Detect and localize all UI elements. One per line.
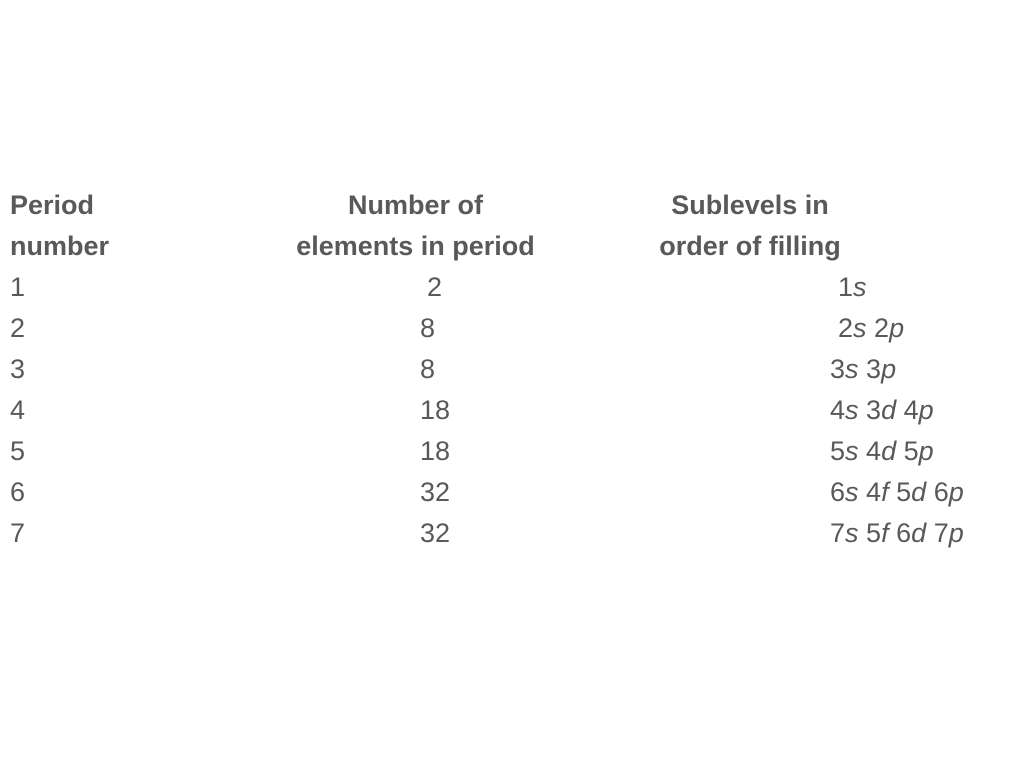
- sublevels-cell: 3s 3p: [830, 354, 897, 384]
- sublevel-letter: s: [845, 436, 859, 466]
- sublevel-letter: p: [948, 518, 964, 548]
- header-period-line1: Period: [10, 190, 95, 220]
- header-count-line2: elements in period: [296, 231, 535, 261]
- header-sublevels-line2: order of filling: [659, 231, 841, 261]
- period-number-cell: 3: [10, 354, 26, 384]
- element-count-cell: 32: [420, 518, 451, 548]
- period-number-cell: 7: [10, 518, 26, 548]
- sublevel-letter: s: [845, 354, 859, 384]
- element-count-cell: 32: [420, 477, 451, 507]
- sublevels-cell: 2s 2p: [838, 313, 905, 343]
- sublevels-cell: 1s: [838, 272, 867, 302]
- sublevel-letter: d: [911, 477, 927, 507]
- sublevel-letter: d: [911, 518, 927, 548]
- period-number-cell: 2: [10, 313, 26, 343]
- sublevel-letter: s: [853, 313, 867, 343]
- element-count-cell: 18: [420, 395, 451, 425]
- sublevel-letter: f: [881, 477, 889, 507]
- sublevel-letter: f: [881, 518, 889, 548]
- period-number-cell: 5: [10, 436, 26, 466]
- sublevel-letter: p: [948, 477, 964, 507]
- element-count-cell: 8: [420, 313, 436, 343]
- header-sublevels-line1: Sublevels in: [671, 190, 829, 220]
- sublevel-letter: p: [918, 395, 934, 425]
- sublevels-cell: 7s 5f 6d 7p: [830, 518, 964, 548]
- element-count-cell: 8: [420, 354, 436, 384]
- sublevel-letter: s: [845, 477, 859, 507]
- period-number-cell: 6: [10, 477, 26, 507]
- sublevel-letter: d: [881, 436, 897, 466]
- header-period-line2: number: [10, 231, 110, 261]
- sublevel-letter: s: [845, 395, 859, 425]
- period-number-cell: 1: [10, 272, 26, 302]
- sublevel-letter: d: [881, 395, 897, 425]
- sublevels-cell: 5s 4d 5p: [830, 436, 934, 466]
- sublevel-letter: p: [889, 313, 905, 343]
- sublevels-cell: 4s 3d 4p: [830, 395, 934, 425]
- element-count-cell: 18: [420, 436, 451, 466]
- sublevels-cell: 6s 4f 5d 6p: [830, 477, 964, 507]
- sublevel-letter: s: [845, 518, 859, 548]
- period-number-cell: 4: [10, 395, 26, 425]
- sublevel-letter: p: [881, 354, 897, 384]
- element-count-cell: 2: [427, 272, 443, 302]
- sublevel-letter: p: [918, 436, 934, 466]
- sublevel-letter: s: [853, 272, 867, 302]
- header-count-line1: Number of: [348, 190, 483, 220]
